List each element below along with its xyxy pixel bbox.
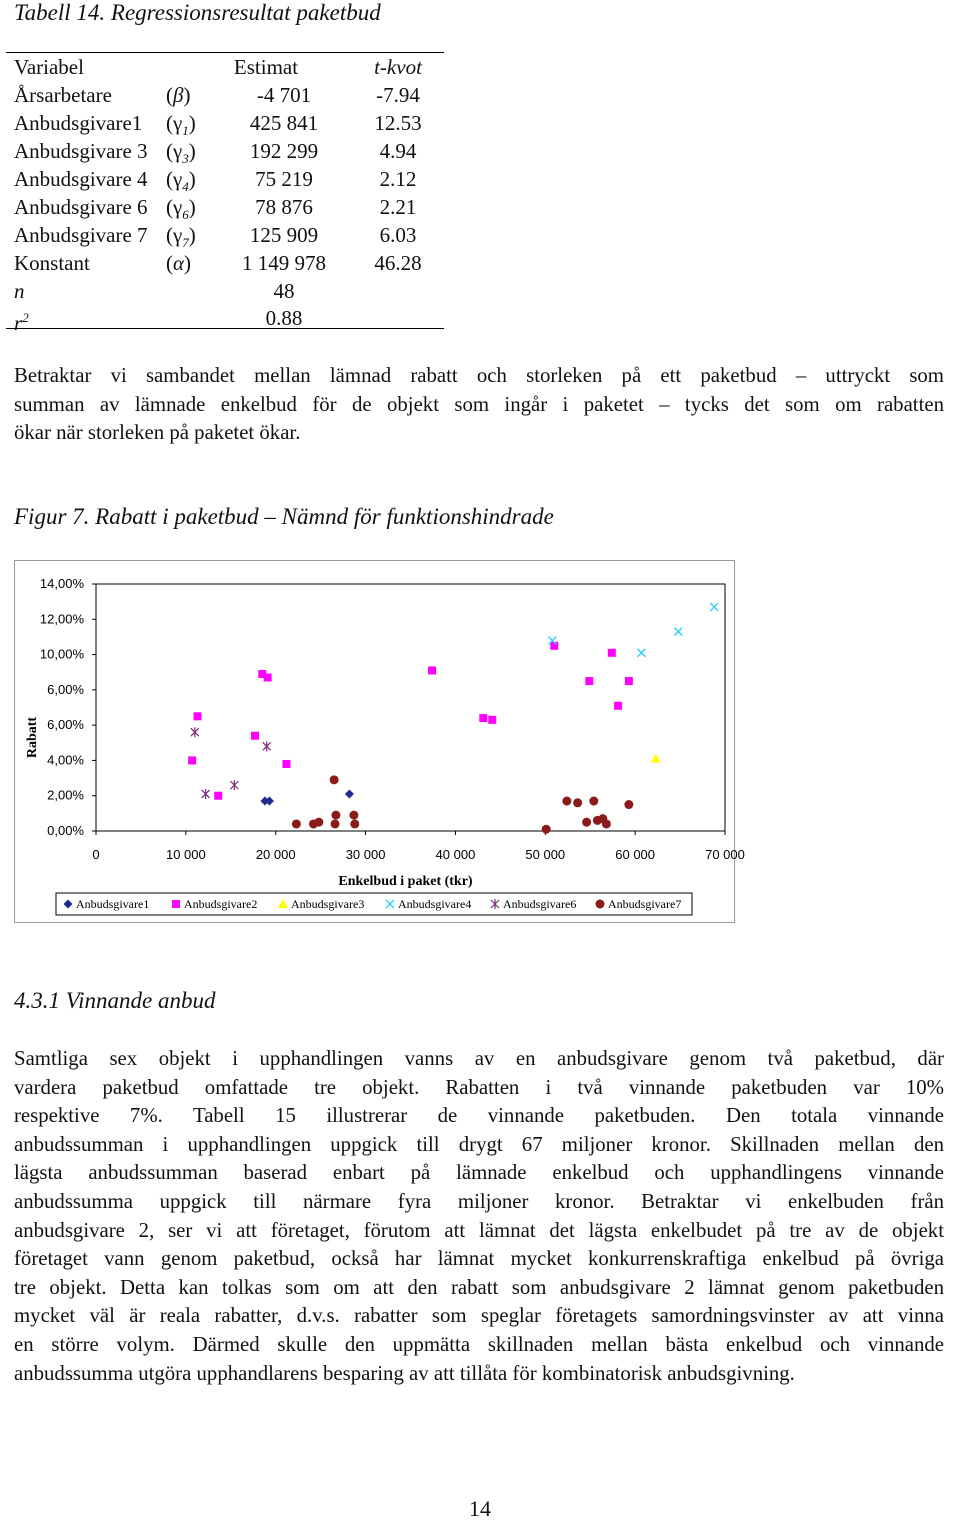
greek-symbol: γ (173, 195, 183, 219)
data-point-anbudsgivare2 (428, 666, 436, 674)
table-row-tvalue: 2.21 (379, 195, 417, 219)
table-row-variable: Årsarbetare (14, 83, 112, 107)
data-point-anbudsgivare2 (282, 760, 290, 768)
legend-label: Anbudsgivare4 (398, 897, 472, 911)
data-point-anbudsgivare2 (251, 732, 259, 740)
table-row-symbol (166, 83, 190, 107)
table-row-tvalue: 4.94 (379, 139, 417, 163)
table-row-tvalue: 12.53 (374, 111, 422, 135)
table-row-estimate: 78 876 (255, 195, 313, 219)
text-line: summan av lämnade enkelbud för de objekt som ingår i paketet – tycks det som om rabatten (14, 392, 944, 416)
paren: ( (166, 195, 173, 219)
data-point-anbudsgivare2 (585, 677, 593, 685)
table-caption: Tabell 14. Regressionsresultat paketbud (14, 0, 381, 25)
scatter-chart (14, 560, 745, 924)
symbol-subscript: 1 (182, 123, 189, 139)
text-line: ökar när storleken på paketet ökar. (14, 421, 301, 445)
page-number: 14 (469, 1496, 491, 1521)
x-tick-label: 50 000 (525, 847, 566, 862)
paragraph-vinnande-anbud (14, 1045, 944, 1388)
data-point-anbudsgivare7 (542, 825, 551, 834)
greek-symbol: γ (173, 111, 183, 135)
paren: ) (188, 223, 196, 247)
table-row-tvalue: -7.94 (376, 83, 420, 107)
data-point-anbudsgivare2 (488, 716, 496, 724)
x-tick-label: 30 000 (345, 847, 386, 862)
paren: ) (188, 139, 196, 163)
legend-label: Anbudsgivare1 (76, 897, 150, 911)
y-tick-label: 6,00% (47, 717, 84, 733)
text-line: vardera paketbud omfattade tre objekt. Rabatten i två vinnande paketbuden var 10% (14, 1075, 944, 1099)
data-point-anbudsgivare2 (608, 649, 616, 657)
y-tick-label: 10,00% (39, 646, 84, 662)
text-line: respektive 7%. Tabell 15 illustrerar de vinnande paketbuden. Den totala vinnande (14, 1104, 944, 1128)
paragraph-sambandet (14, 362, 944, 448)
symbol-subscript: 4 (182, 179, 189, 195)
data-point-anbudsgivare2 (264, 674, 272, 682)
text-line: anbudssumman i upphandlingen uppgick till drygt 67 miljoner kronor. Skillnaden mellan den (14, 1132, 944, 1156)
data-point-anbudsgivare7 (350, 819, 359, 828)
symbol-subscript: 3 (182, 151, 189, 167)
table-row-symbol (166, 251, 191, 275)
table-row-estimate: -4 701 (256, 83, 312, 107)
text-line: Betraktar vi sambandet mellan lämnad rabatt och storleken på ett paketbud – uttryckt som (14, 364, 944, 387)
data-point-anbudsgivare2 (625, 677, 633, 685)
data-point-anbudsgivare2 (188, 756, 196, 764)
legend-label: Anbudsgivare7 (608, 897, 682, 911)
n-label: n (14, 279, 25, 303)
data-point-anbudsgivare7 (589, 797, 598, 806)
data-point-anbudsgivare7 (331, 819, 340, 828)
x-tick-label: 60 000 (615, 847, 656, 862)
y-axis-title: Rabatt (25, 716, 40, 759)
legend-label: Anbudsgivare3 (291, 897, 365, 911)
data-point-anbudsgivare7 (349, 811, 358, 820)
greek-symbol: γ (173, 223, 183, 247)
header-estimat: Estimat (233, 55, 299, 79)
table-top-rule (6, 52, 444, 53)
table-row-estimate: 1 149 978 (242, 251, 326, 275)
r2-superscript: 2 (22, 310, 29, 325)
table-row-tvalue: 6.03 (379, 223, 417, 247)
y-tick-label: 6,00% (47, 681, 84, 697)
y-tick-label: 12,00% (39, 611, 84, 627)
data-point-anbudsgivare2 (194, 712, 202, 720)
table-row-estimate: 125 909 (249, 223, 319, 247)
text-line: anbudssumma uppgick till närmare fyra miljoner kronor. Betraktar vi enkelbuden från (14, 1189, 944, 1213)
table-row-tvalue: 2.12 (379, 167, 417, 191)
paren: ) (188, 111, 196, 135)
data-point-anbudsgivare7 (292, 819, 301, 828)
greek-symbol: α (173, 251, 185, 275)
r2-base: r (14, 311, 23, 335)
r2-value: 0.88 (265, 306, 303, 330)
r2-label (14, 306, 29, 335)
paren: ( (166, 167, 173, 191)
table-bottom-rule (6, 328, 444, 329)
table-row-variable: Anbudsgivare 7 (14, 223, 148, 247)
x-tick-label: 70 000 (705, 847, 745, 862)
table-row-tvalue: 46.28 (374, 251, 422, 275)
text-line: mycket väl är reala rabatter, d.v.s. rabatter som speglar företagets samordningsvinster av att vinna (14, 1304, 944, 1328)
y-tick-label: 14,00% (39, 576, 84, 591)
table-row-variable: Anbudsgivare1 (14, 111, 143, 135)
data-point-anbudsgivare7 (573, 798, 582, 807)
paren: ( (166, 111, 173, 135)
text-line: anbudsgivare 2, ser vi att företaget, förutom att lämnat det lägsta enkelbudet på tre av de objekt (14, 1218, 944, 1242)
header-variabel: Variabel (14, 55, 84, 79)
table-row-estimate: 192 299 (249, 139, 319, 163)
legend-label: Anbudsgivare6 (503, 897, 577, 911)
legend-marker-anbudsgivare7 (596, 900, 605, 909)
plot-area (96, 584, 725, 831)
text-line: lägsta anbudssumman baserad enbart på lämnade enkelbud och upphandlingens vinnande (14, 1161, 944, 1185)
table-row-variable: Anbudsgivare 6 (14, 195, 148, 219)
data-point-anbudsgivare7 (314, 818, 323, 827)
paren: ) (188, 195, 196, 219)
table-row-variable: Konstant (14, 251, 90, 275)
text-line: anbudssumma utgöra upphandlarens besparing av att tillåta för kombinatorisk anbudsgivning. (14, 1361, 795, 1385)
paren: ) (184, 251, 192, 275)
symbol-subscript: 6 (182, 207, 189, 223)
table-row-estimate: 425 841 (249, 111, 319, 135)
legend-label: Anbudsgivare2 (184, 897, 258, 911)
data-point-anbudsgivare2 (479, 714, 487, 722)
y-tick-label: 4,00% (47, 752, 84, 768)
figure-caption: Figur 7. Rabatt i paketbud – Nämnd för funktionshindrade (14, 504, 554, 529)
paren: ( (166, 223, 173, 247)
x-tick-label: 40 000 (435, 847, 476, 862)
data-point-anbudsgivare7 (624, 800, 633, 809)
text-line: Samtliga sex objekt i upphandlingen vanns av en anbudsgivare genom två paketbud, där (14, 1047, 944, 1070)
x-tick-label: 0 (92, 847, 100, 862)
section-heading: 4.3.1 Vinnande anbud (14, 988, 216, 1013)
paren: ( (166, 83, 173, 107)
data-point-anbudsgivare7 (331, 811, 340, 820)
data-point-anbudsgivare7 (562, 797, 571, 806)
paren: ( (166, 251, 173, 275)
greek-symbol: β (173, 83, 184, 107)
data-point-anbudsgivare7 (330, 775, 339, 784)
x-tick-label: 10 000 (165, 847, 206, 862)
x-axis-title: Enkelbud i paket (tkr) (338, 874, 473, 889)
text-line: tre objekt. Detta kan tolkas som om att den rabatt som anbudsgivare 2 lämnat genom paketbuden (14, 1275, 944, 1299)
text-line: företaget vann genom paketbud, också har lämnat mycket konkurrenskraftiga enkelbud på övriga (14, 1247, 944, 1271)
header-tkvot: t-kvot (374, 55, 422, 79)
text-line: en större volym. Därmed skulle den uppmätta skillnaden mellan bästa enkelbud och vinnande (14, 1332, 944, 1356)
n-value: 48 (273, 279, 295, 303)
data-point-anbudsgivare7 (602, 819, 611, 828)
x-tick-label: 20 000 (255, 847, 296, 862)
greek-symbol: γ (173, 139, 183, 163)
y-tick-label: 2,00% (47, 787, 84, 803)
table-row-estimate: 75 219 (255, 167, 313, 191)
data-point-anbudsgivare2 (214, 792, 222, 800)
paren: ( (166, 139, 173, 163)
paren: ) (183, 83, 191, 107)
table-row-variable: Anbudsgivare 3 (14, 139, 148, 163)
legend-marker-anbudsgivare2 (172, 900, 180, 908)
table-row-variable: Anbudsgivare 4 (14, 167, 148, 191)
symbol-subscript: 7 (182, 235, 189, 251)
data-point-anbudsgivare2 (614, 702, 622, 710)
greek-symbol: γ (173, 167, 183, 191)
data-point-anbudsgivare7 (582, 818, 591, 827)
y-tick-label: 0,00% (47, 823, 84, 838)
paren: ) (188, 167, 196, 191)
